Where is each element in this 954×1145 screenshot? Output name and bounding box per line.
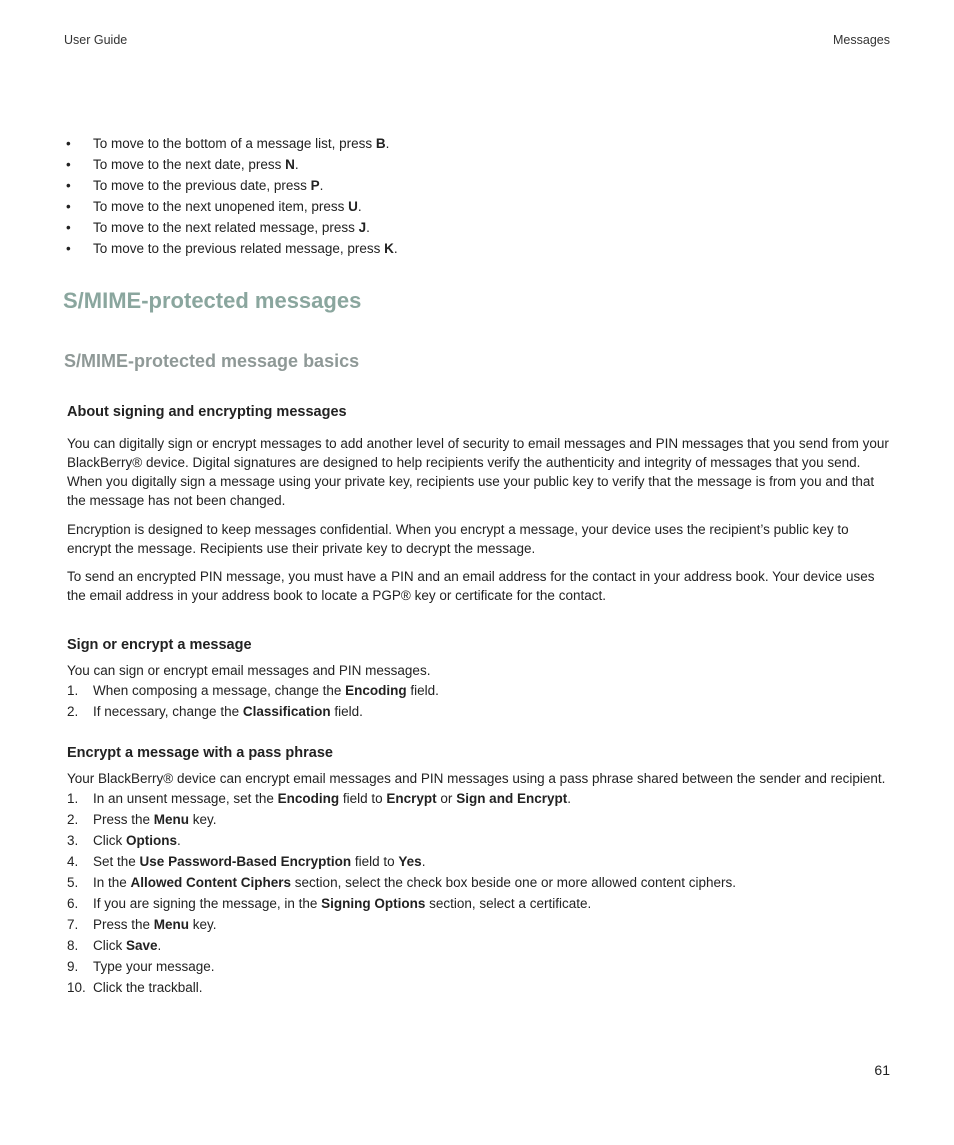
about-paragraph-3: To send an encrypted PIN message, you must have a PIN and an email address for the contact in your address book. Your device uses the email address in your address book to locate a PGP® key or certificate for the contact. bbox=[67, 569, 875, 603]
step-number: 5. bbox=[67, 875, 79, 890]
step-item: 6. If you are signing the message, in the Signing Options section, select a certificate. bbox=[64, 893, 894, 914]
list-item: • To move to the bottom of a message list, press B. bbox=[64, 133, 894, 154]
encrypt-heading: Encrypt a message with a pass phrase bbox=[67, 745, 333, 761]
step-item: 3. Click Options. bbox=[64, 830, 894, 851]
step-number: 2. bbox=[67, 812, 79, 827]
shortcut-key: B bbox=[375, 136, 386, 151]
sign-intro: You can sign or encrypt email messages and PIN messages. bbox=[67, 663, 431, 678]
list-item: • To move to the next date, press N. bbox=[64, 154, 894, 175]
running-header-right: Messages bbox=[833, 33, 890, 47]
list-item: • To move to the next related message, press J. bbox=[64, 217, 894, 238]
about-paragraph-1: You can digitally sign or encrypt messages to add another level of security to email messages and PIN messages that you send from your BlackBerry® device. Digital signatures are designed to help recipients verify the authenticity and integrity of messages that you send. When you digitally sign a message using your private key, recipients use your public key to verify that the message is from you and that the message has not been changed. bbox=[67, 436, 889, 508]
bullet-marker: • bbox=[66, 199, 71, 214]
step-item: 1. When composing a message, change the Encoding field. bbox=[64, 680, 894, 701]
step-item: 7. Press the Menu key. bbox=[64, 914, 894, 935]
sign-heading: Sign or encrypt a message bbox=[67, 637, 252, 653]
shortcut-key: N bbox=[285, 157, 295, 172]
shortcut-list bbox=[64, 133, 894, 259]
bullet-marker: • bbox=[66, 220, 71, 235]
step-number: 10. bbox=[67, 980, 86, 995]
step-number: 7. bbox=[67, 917, 79, 932]
step-number: 3. bbox=[67, 833, 79, 848]
bullet-marker: • bbox=[66, 178, 71, 193]
shortcut-key: P bbox=[310, 178, 320, 193]
step-item: 9. Type your message. bbox=[64, 956, 894, 977]
step-item: 2. If necessary, change the Classification field. bbox=[64, 701, 894, 722]
list-item: • To move to the previous date, press P. bbox=[64, 175, 894, 196]
step-number: 1. bbox=[67, 683, 79, 698]
about-paragraph-2: Encryption is designed to keep messages confidential. When you encrypt a message, your device uses the recipient’s public key to encrypt the message. Recipients use their private key to decrypt the message. bbox=[67, 522, 849, 556]
page-number: 61 bbox=[874, 1062, 890, 1078]
step-item: 1. In an unsent message, set the Encoding field to Encrypt or Sign and Encrypt. bbox=[64, 788, 894, 809]
step-number: 4. bbox=[67, 854, 79, 869]
list-item: • To move to the next unopened item, press U. bbox=[64, 196, 894, 217]
section-title: S/MIME-protected messages bbox=[63, 288, 362, 313]
step-item: 8. Click Save. bbox=[64, 935, 894, 956]
step-number: 1. bbox=[67, 791, 79, 806]
running-header-left: User Guide bbox=[64, 33, 128, 47]
subsection-title: S/MIME-protected message basics bbox=[64, 351, 360, 371]
list-item: • To move to the previous related message, press K. bbox=[64, 238, 894, 259]
shortcut-key: K bbox=[384, 241, 394, 256]
encrypt-intro: Your BlackBerry® device can encrypt email messages and PIN messages using a pass phrase shared between the sender and recipient. bbox=[67, 771, 886, 786]
sign-steps bbox=[64, 680, 894, 722]
step-number: 2. bbox=[67, 704, 79, 719]
about-heading: About signing and encrypting messages bbox=[67, 404, 347, 420]
encrypt-steps bbox=[64, 788, 894, 998]
step-number: 6. bbox=[67, 896, 79, 911]
step-number: 9. bbox=[67, 959, 79, 974]
shortcut-key: U bbox=[348, 199, 358, 214]
step-item: 2. Press the Menu key. bbox=[64, 809, 894, 830]
shortcut-key: J bbox=[358, 220, 367, 235]
step-item: 10. Click the trackball. bbox=[64, 977, 894, 998]
bullet-marker: • bbox=[66, 241, 71, 256]
step-item: 4. Set the Use Password-Based Encryption field to Yes. bbox=[64, 851, 894, 872]
step-item: 5. In the Allowed Content Ciphers section, select the check box beside one or more allowed content ciphers. bbox=[64, 872, 894, 893]
bullet-marker: • bbox=[66, 136, 71, 151]
bullet-marker: • bbox=[66, 157, 71, 172]
step-number: 8. bbox=[67, 938, 79, 953]
